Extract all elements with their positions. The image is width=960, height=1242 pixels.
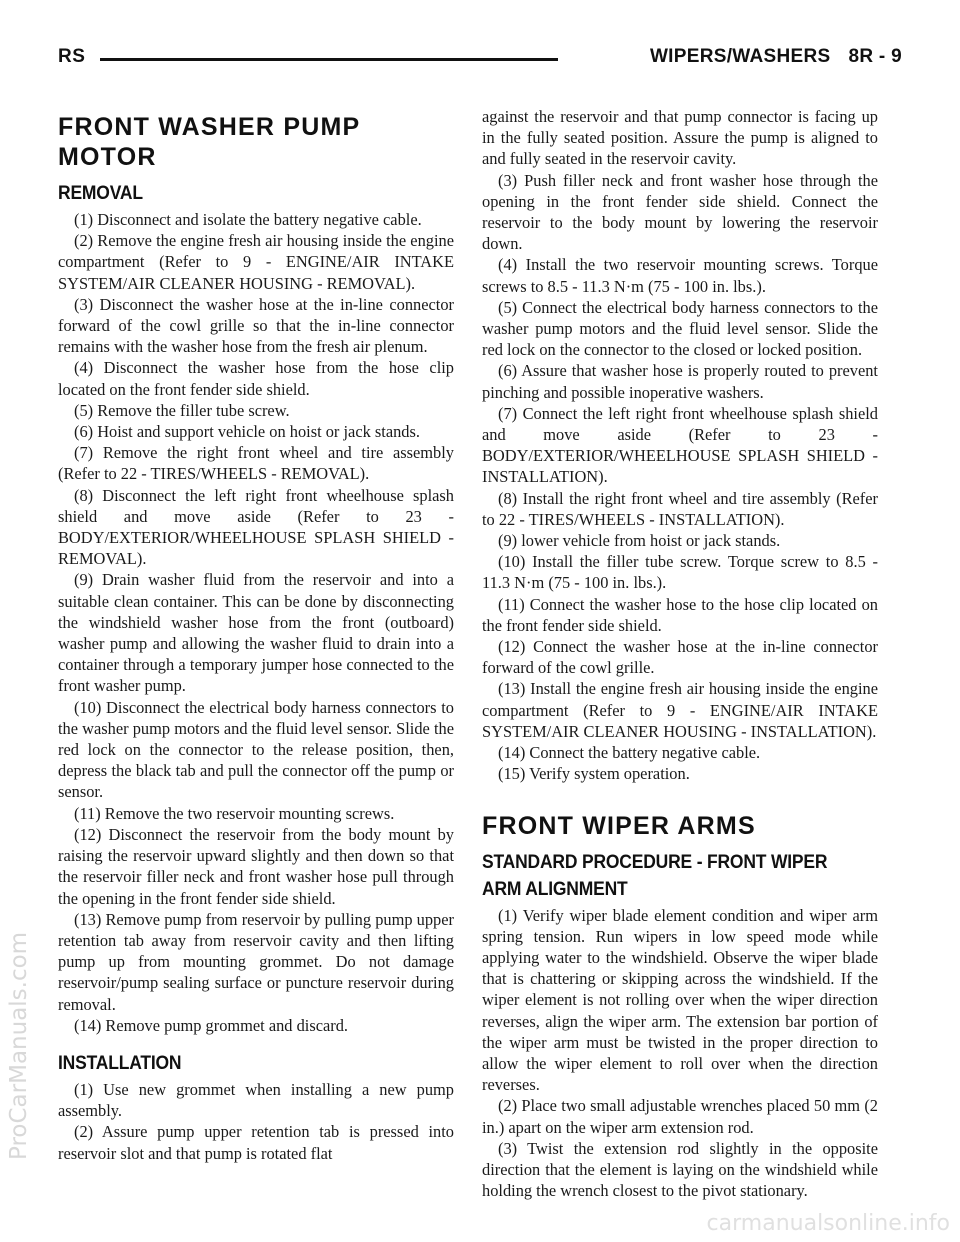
removal-step: (9) Drain washer fluid from the reservoir and into a suitable clean container. This can be done by disconnecting the windshield washer hose from the front (outboard) washer pump and allowing the washer fluid to drain into a container through a temporary jumper hose connected to the front washer pump.: [58, 570, 454, 696]
bottom-watermark: carmanualsonline.info: [706, 1211, 950, 1236]
removal-step: (13) Remove pump from reservoir by pulling pump upper retention tab away from reservoir cavity and then lifting pump up from mounting grommet. Do not damage reservoir/pump sealing surface or puncture reservoir during removal.: [58, 909, 454, 1014]
header-rule: [100, 58, 558, 61]
removal-step: (11) Remove the two reservoir mounting screws.: [74, 803, 395, 823]
removal-step: (12) Disconnect the reservoir from the body mount by raising the reservoir upward slightly and then down so that the reservoir filler neck and front washer hose pull through the opening in the front fender side shield.: [58, 824, 454, 908]
installation-step: (5) Connect the electrical body harness connectors to the washer pump motors and the fluid level sensor. Slide the red lock on the connector to the closed or locked position.: [482, 297, 878, 360]
removal-step: (6) Hoist and support vehicle on hoist or jack stands.: [74, 422, 420, 442]
removal-step: (5) Remove the filler tube screw.: [74, 400, 290, 420]
procedure-step: (1) Verify wiper blade element condition and wiper arm spring tension. Run wipers in low speed mode while applying water to the windshield. Observe the wiper blade that is chattering or skipping across the windshield. If the wiper element is not rolling over when the wiper direction reverses, align the wiper arm. The extension bar portion of the wiper arm must be twisted in the proper direction to allow the wiper element to roll over when the direction reverses.: [482, 905, 878, 1095]
procedure-step: (2) Place two small adjustable wrenches placed 50 mm (2 in.) apart on the wiper arm extension rod.: [482, 1096, 878, 1137]
installation-step: (1) Use new grommet when installing a new pump assembly.: [58, 1079, 454, 1121]
installation-step: (4) Install the two reservoir mounting screws. Torque screws to 8.5 - 11.3 N·m (75 - 100 in. lbs.).: [482, 255, 878, 296]
removal-step: (4) Disconnect the washer hose from the hose clip located on the front fender side shield.: [58, 358, 454, 399]
section-title-washer-pump: FRONT WASHER PUMP MOTOR: [58, 113, 360, 171]
installation-step: (10) Install the filler tube screw. Torque screw to 8.5 - 11.3 N·m (75 - 100 in. lbs.).: [482, 552, 878, 593]
installation-step: (15) Verify system operation.: [498, 764, 690, 784]
installation-step: (7) Connect the left right front wheelhouse splash shield and move aside (Refer to 23 - BODY/EXTERIOR/WHEELHOUSE SPLASH SHIELD - INSTALLATION).: [482, 403, 878, 487]
removal-step: (8) Disconnect the left right front wheelhouse splash shield and move aside (Refer to 23 - BODY/EXTERIOR/WHEELHOUSE SPLASH SHIELD - REMOVAL).: [58, 485, 454, 569]
installation-step: (14) Connect the battery negative cable.: [498, 743, 761, 763]
removal-step: (7) Remove the right front wheel and tire assembly (Refer to 22 - TIRES/WHEELS - REMOVAL).: [58, 443, 454, 484]
right-column: [482, 106, 878, 1201]
installation-step: (12) Connect the washer hose at the in-line connector forward of the cowl grille.: [482, 637, 878, 678]
header-section-title: WIPERS/WASHERS: [649, 46, 831, 67]
section-title-wiper-arms: FRONT WIPER ARMS: [482, 811, 756, 840]
side-watermark: ProCarManuals.com: [6, 931, 32, 1160]
installation-step: (13) Install the engine fresh air housing inside the engine compartment (Refer to 9 - ENGINE/AIR INTAKE SYSTEM/AIR CLEANER HOUSING - INSTALLATION).: [482, 679, 878, 741]
installation-heading: INSTALLATION: [58, 1052, 182, 1074]
installation-step: (6) Assure that washer hose is properly routed to prevent pinching and possible inoperative washers.: [482, 361, 878, 402]
header-model-code: RS: [58, 46, 86, 67]
installation-step: (9) lower vehicle from hoist or jack stands.: [498, 531, 781, 551]
installation-step: (3) Push filler neck and front washer hose through the opening in the front fender side shield. Connect the reservoir to the body mount by lowering the reservoir down.: [482, 170, 878, 254]
removal-step: (1) Disconnect and isolate the battery negative cable.: [74, 210, 422, 229]
installation-step-continuation: against the reservoir and that pump connector is facing up in the fully seated position. Assure the pump is aligned to and fully seated in the reservoir cavity.: [482, 107, 878, 169]
removal-step: (3) Disconnect the washer hose at the in-line connector forward of the cowl grille so that the in-line connector remains with the washer hose from the fresh air plenum.: [58, 294, 454, 357]
installation-step: (11) Connect the washer hose to the hose clip located on the front fender side shield.: [482, 594, 878, 635]
removal-step: (2) Remove the engine fresh air housing inside the engine compartment (Refer to 9 - ENGINE/AIR INTAKE SYSTEM/AIR CLEANER HOUSING - REMOVAL).: [58, 231, 454, 293]
page-header: [58, 42, 902, 72]
procedure-heading: STANDARD PROCEDURE - FRONT WIPER ARM ALIGNMENT: [482, 851, 828, 900]
installation-step: (2) Assure pump upper retention tab is pressed into reservoir slot and that pump is rotated flat: [58, 1122, 454, 1163]
procedure-step: (3) Twist the extension rod slightly in the opposite direction that the element is laying on the windshield while holding the wrench closest to the pivot stationary.: [482, 1138, 878, 1201]
header-section-and-page: [650, 46, 902, 68]
removal-step: (14) Remove pump grommet and discard.: [74, 1015, 349, 1035]
removal-heading: REMOVAL: [58, 183, 143, 204]
installation-step: (8) Install the right front wheel and tire assembly (Refer to 22 - TIRES/WHEELS - INSTALLATION).: [482, 488, 878, 529]
removal-step: (10) Disconnect the electrical body harness connectors to the washer pump motors and the fluid level sensor. Slide the red lock on the connector to the release position, then, depress the black tab and pull the connector off the pump or sensor.: [58, 697, 454, 802]
header-page-number: 8R - 9: [848, 46, 902, 67]
left-column: [58, 108, 454, 1164]
